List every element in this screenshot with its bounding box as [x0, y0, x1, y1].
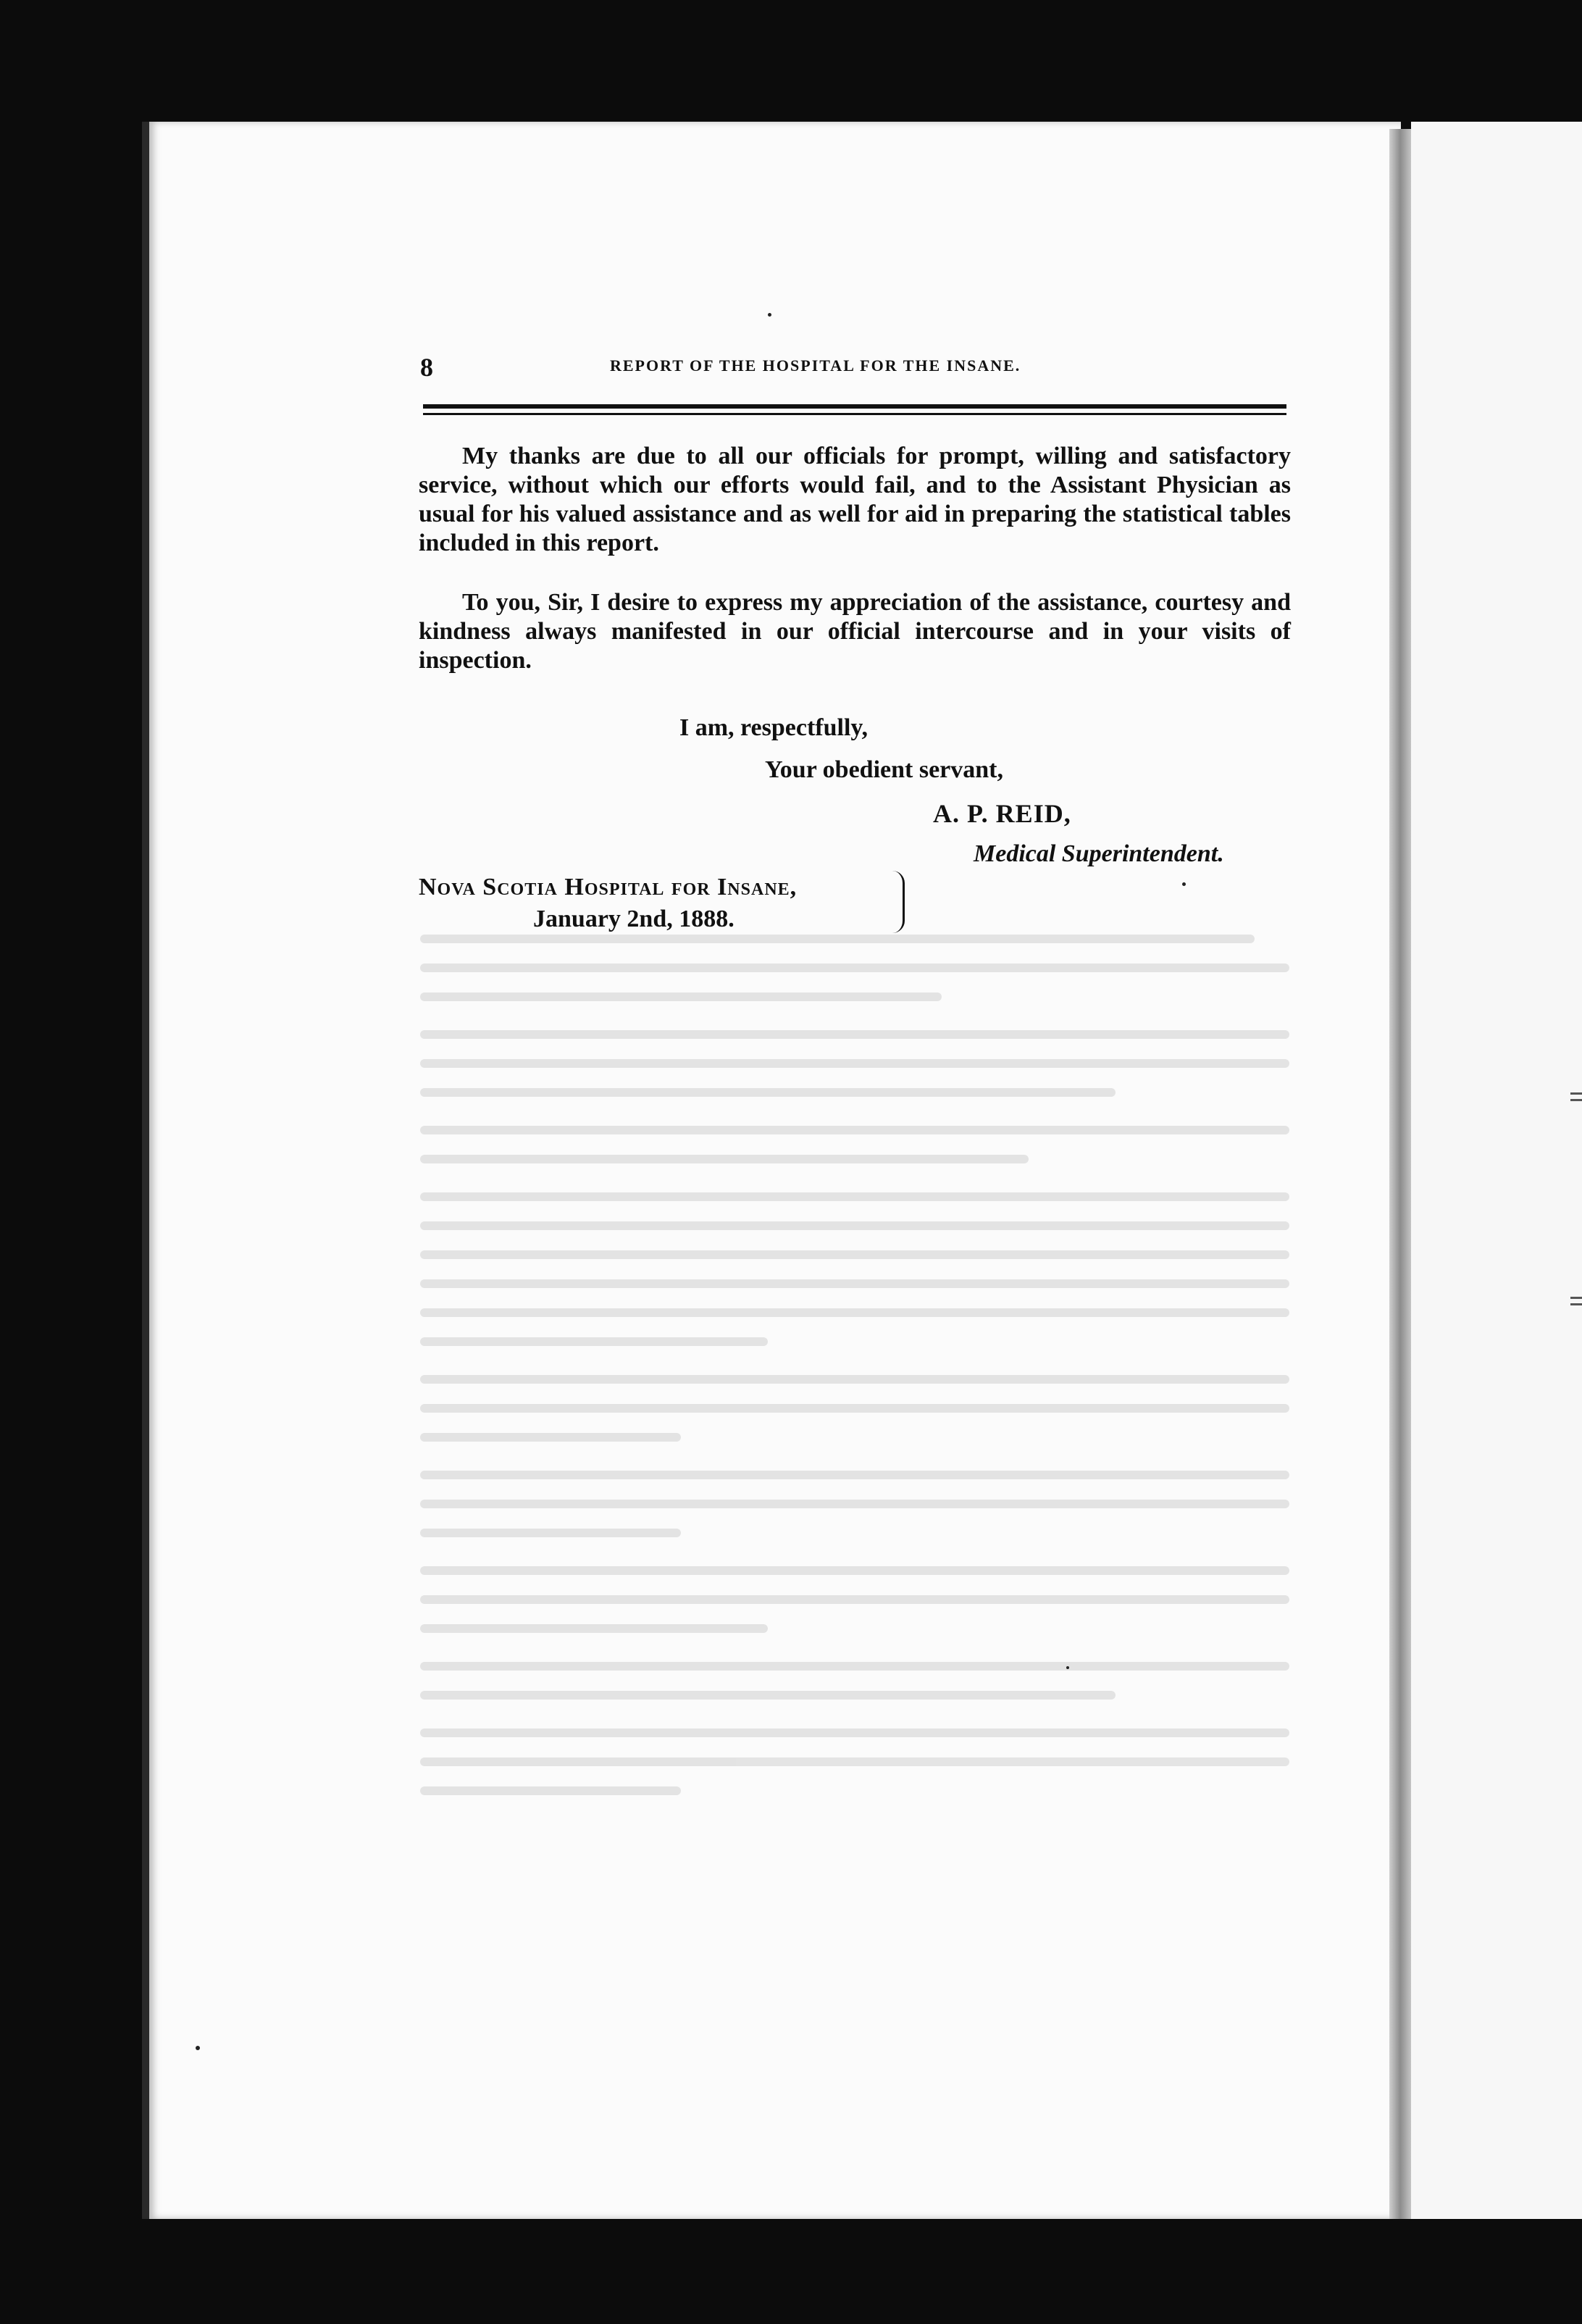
speck [1066, 1666, 1069, 1669]
facing-page-mark [1570, 1297, 1582, 1305]
header-rule-thin [423, 413, 1286, 415]
show-through-text [420, 935, 1289, 2021]
speck [768, 313, 771, 317]
dateline-brace [892, 871, 905, 933]
paragraph: My thanks are due to all our officials for prompt, willing and satisfactory service, without which our efforts would fail, and to the Assistant Physician as usual for his valued assistance and as well for aid in preparing the statistical tables included in this report. [419, 443, 1291, 556]
book-gutter [1389, 129, 1411, 2219]
dateline-place: Nova Scotia Hospital for Insane, [419, 874, 798, 900]
facing-page-edge [1411, 122, 1582, 2219]
paragraph: To you, Sir, I desire to express my appreciation of the assistance, courtesy and kindness always manifested in our official intercourse and in your visits of inspection. [419, 589, 1291, 674]
speck [196, 2046, 200, 2050]
page-header [420, 352, 1289, 381]
page-number: 8 [420, 353, 433, 382]
signer-name: A. P. REID, [933, 799, 1071, 828]
running-head: REPORT OF THE HOSPITAL FOR THE INSANE. [610, 356, 1021, 375]
speck [1182, 882, 1186, 886]
header-rule-thick [423, 404, 1286, 409]
closing-salutation: I am, respectfully, [679, 714, 869, 741]
closing-servant: Your obedient servant, [765, 756, 1003, 783]
facing-page-mark [1570, 1092, 1582, 1101]
dateline-date: January 2nd, 1888. [533, 906, 734, 932]
body-text [419, 442, 1291, 675]
signer-title: Medical Superintendent. [974, 840, 1224, 867]
